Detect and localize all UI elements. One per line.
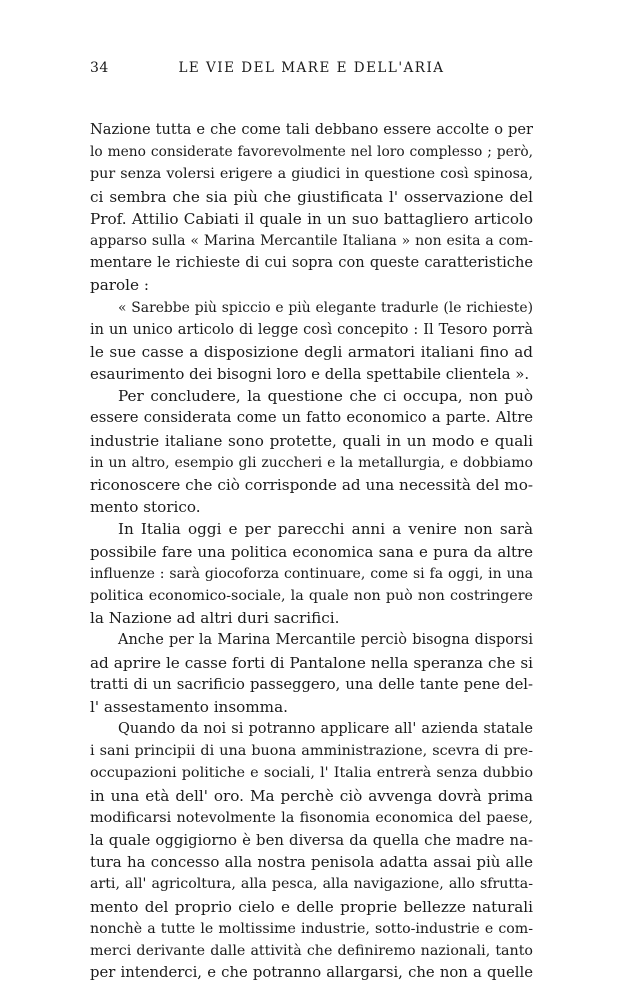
text-line: arti, all' agricoltura, alla pesca, alla navigazione, allo sfrutta-: [90, 876, 533, 893]
text-line: lo meno considerate favorevolmente nel loro complesso ; però,: [90, 144, 533, 161]
page-number: 34: [90, 60, 109, 76]
text-line: ci sembra che sia più che giustificata l' osservazione del: [90, 187, 533, 206]
text-line: modificarsi notevolmente la fisonomia economica del paese,: [90, 809, 533, 826]
text-line: possibile fare una politica economica sana e pura da altre: [90, 542, 533, 561]
text-line: « Sarebbe più spiccio e più elegante tradurle (le richieste): [118, 299, 533, 316]
text-line: l' assestamento insomma.: [90, 697, 288, 716]
text-line: Prof. Attilio Cabiati il quale in un suo battagliero articolo: [90, 209, 533, 228]
body-text: [90, 119, 533, 984]
text-line: tura ha concesso alla nostra penisola adatta assai più alle: [90, 853, 533, 872]
text-line: merci derivante dalle attività che definiremo nazionali, tanto: [90, 942, 533, 959]
text-line: occupazioni politiche e sociali, l' Italia entrerà senza dubbio: [90, 765, 533, 782]
text-line: per intenderci, e che potranno allargarsi, che non a quelle: [90, 964, 533, 982]
text-line: in un unico articolo di legge così concepito : Il Tesoro porrà: [90, 321, 533, 338]
text-line: Anche per la Marina Mercantile perciò bisogna disporsi: [118, 632, 533, 649]
text-line: esaurimento dei bisogni loro e della spettabile clientela ».: [90, 365, 530, 384]
text-line: la Nazione ad altri duri sacrifici.: [90, 609, 340, 628]
page-header: [90, 60, 533, 80]
text-line: pur senza volersi erigere a giudici in questione così spinosa,: [90, 166, 533, 183]
text-line: la quale oggigiorno è ben diversa da quella che madre na-: [90, 831, 533, 849]
text-line: mentare le richieste di cui sopra con queste caratteristiche: [90, 254, 533, 272]
text-line: influenze : sarà giocoforza continuare, come si fa oggi, in una: [90, 565, 533, 582]
text-line: Per concludere, la questione che ci occupa, non può: [118, 387, 533, 406]
text-line: i sani principii di una buona amministrazione, scevra di pre-: [90, 743, 533, 760]
text-line: industrie italiane sono protette, quali in un modo e quali: [90, 431, 533, 450]
text-line: ad aprire le casse forti di Pantalone nella speranza che si: [90, 653, 533, 672]
text-line: in una età dell' oro. Ma perchè ciò avvenga dovrà prima: [90, 786, 533, 805]
text-line: mento storico.: [90, 498, 201, 517]
text-line: politica economico-sociale, la quale non può non costringere: [90, 587, 533, 604]
text-line: apparso sulla « Marina Mercantile Italiana » non esita a com-: [90, 232, 533, 249]
text-line: tratti di un sacrificio passeggero, una delle tante pene del-: [90, 675, 533, 693]
text-line: essere considerata come un fatto economico a parte. Altre: [90, 409, 533, 427]
text-line: Quando da noi si potranno applicare all' azienda statale: [118, 721, 533, 738]
text-line: Nazione tutta e che come tali debbano essere accolte o per: [90, 121, 533, 138]
text-line: riconoscere che ciò corrisponde ad una necessità del mo-: [90, 476, 533, 494]
text-line: In Italia oggi e per parecchi anni a venire non sarà: [118, 520, 533, 539]
text-line: nonchè a tutte le moltissime industrie, sotto-industrie e com-: [90, 920, 533, 937]
text-line: in un altro, esempio gli zuccheri e la metallurgia, e dobbiamo: [90, 454, 533, 471]
text-line: le sue casse a disposizione degli armatori italiani fino ad: [90, 342, 533, 361]
text-line: parole :: [90, 276, 149, 295]
running-title: LE VIE DEL MARE E DELL'ARIA: [178, 60, 445, 76]
text-line: mento del proprio cielo e delle proprie bellezze naturali: [90, 897, 533, 916]
